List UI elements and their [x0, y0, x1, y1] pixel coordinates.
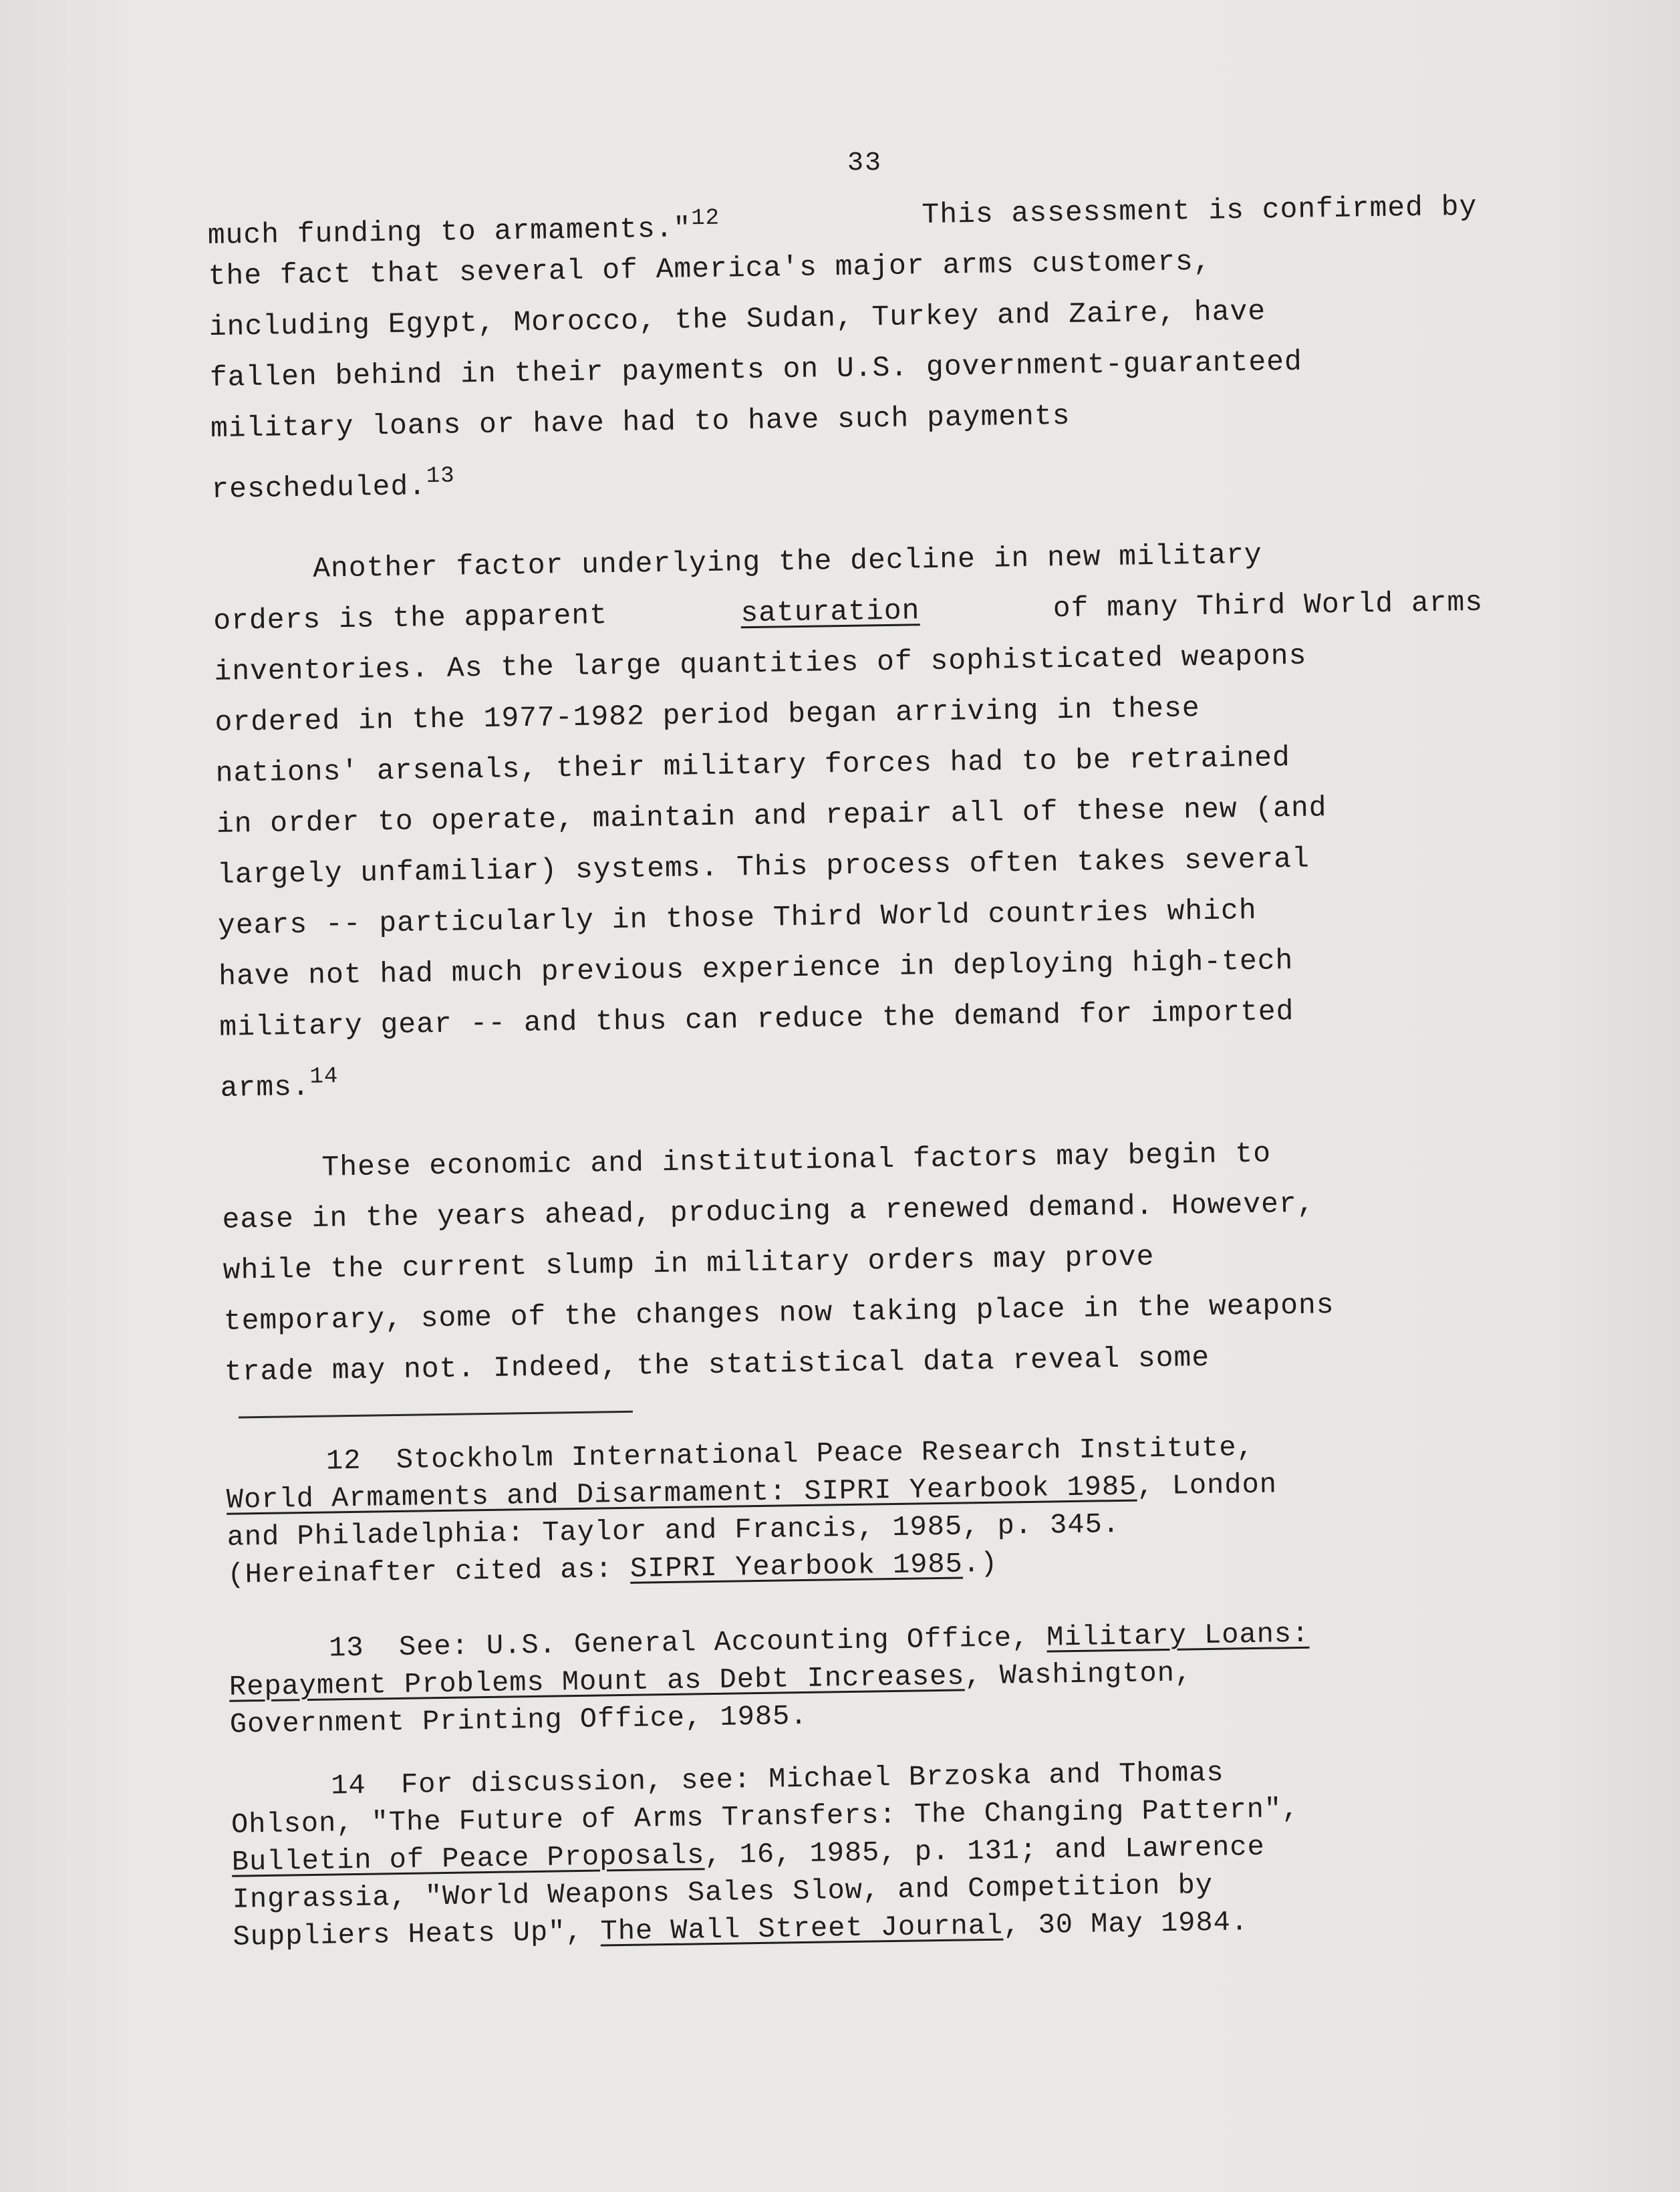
text-line: trade may not. Indeed, the statistical data reveal some: [224, 1341, 1210, 1389]
cited-title: SIPRI Yearbook 1985: [629, 1548, 964, 1585]
text-line: while the current slump in military orders may prove: [223, 1240, 1155, 1287]
footnote-13: [229, 1613, 1500, 1744]
text-line: Ohlson, "The Future of Arms Transfers: The Changing Pattern",: [231, 1793, 1300, 1841]
cited-title: World Armaments and Disarmament: SIPRI Yearbook 1985: [226, 1470, 1137, 1516]
text-line: largely unfamiliar) systems. This process often takes several: [217, 842, 1310, 892]
footnote-14: [231, 1750, 1503, 1956]
text-line: military loans or have had to have such payments: [210, 399, 1071, 445]
page-number: 33: [847, 148, 883, 178]
footnote-number: 12: [325, 1444, 362, 1478]
footnote-divider: [239, 1411, 633, 1419]
text-line: orders is the apparent saturation of many Third World arms: [213, 577, 1484, 647]
cited-title: Repayment Problems Mount as Debt Increases: [229, 1660, 965, 1703]
text-line: inventories. As the large quantities of sophisticated weapons: [214, 639, 1307, 688]
text-line: nations' arsenals, their military forces had to be retrained: [215, 741, 1291, 790]
text-line: Suppliers Heats Up", The Wall Street Journal, 30 May 1984.: [233, 1906, 1249, 1953]
text-line: arms.$^{14}$: [220, 1064, 339, 1105]
body-text: [207, 182, 1503, 1956]
text-line: 12 Stockholm International Peace Research Institute,: [325, 1431, 1255, 1478]
cited-title: Bulletin of Peace Proposals: [231, 1839, 705, 1879]
text-line: World Armaments and Disarmament: SIPRI Yearbook 1985, London: [226, 1468, 1278, 1516]
text-line: Government Printing Office, 1985.: [229, 1699, 808, 1741]
footnote-number: 14: [330, 1769, 366, 1802]
text-line: temporary, some of the changes now taking place in the weapons: [223, 1288, 1335, 1338]
text-line: Repayment Problems Mount as Debt Increases, Washington,: [229, 1657, 1193, 1703]
cited-title: The Wall Street Journal: [600, 1909, 1004, 1948]
text-line: Ingrassia, "World Weapons Sales Slow, and Competition by: [232, 1869, 1214, 1916]
footnote-12: [226, 1425, 1498, 1594]
text-line: including Egypt, Morocco, the Sudan, Turkey and Zaire, have: [208, 295, 1266, 344]
underlined-term: saturation: [740, 594, 920, 630]
footnote-number: 13: [328, 1631, 364, 1665]
text-line: fallen behind in their payments on U.S. government-guaranteed: [209, 345, 1303, 394]
text-line: ease in the years ahead, producing a renewed demand. However,: [222, 1187, 1315, 1236]
text-line: years -- particularly in those Third World countries which: [217, 894, 1257, 942]
text-line: These economic and institutional factors may begin to: [321, 1137, 1272, 1184]
text-line: (Hereinafter cited as: SIPRI Yearbook 1985.): [227, 1547, 998, 1591]
text-line: in order to operate, maintain and repair all of these new (and: [216, 791, 1327, 841]
text-line: and Philadelphia: Taylor and Francis, 1985, p. 345.: [227, 1508, 1121, 1554]
text-line: Another factor underlying the decline in new military: [312, 538, 1263, 585]
text-line: the fact that several of America's major arms customers,: [208, 245, 1212, 293]
text-line: ordered in the 1977-1982 period began arriving in these: [215, 692, 1201, 739]
text-line: 14 For discussion, see: Michael Brzoska and Thomas: [330, 1756, 1224, 1802]
text-line: much funding to armaments."$^{12}$ This assessment is confirmed by: [207, 190, 1478, 252]
text-line: rescheduled.$^{13}$: [211, 463, 455, 506]
text-line: have not had much previous experience in deploying high-tech: [218, 944, 1294, 993]
text-line: Bulletin of Peace Proposals, 16, 1985, p. 131; and Lawrence: [231, 1830, 1266, 1879]
text-line: 13 See: U.S. General Accounting Office, Military Loans:: [229, 1613, 1499, 1669]
text-line: military gear -- and thus can reduce the demand for imported: [219, 995, 1294, 1044]
cited-title: Military Loans:: [1046, 1617, 1310, 1654]
